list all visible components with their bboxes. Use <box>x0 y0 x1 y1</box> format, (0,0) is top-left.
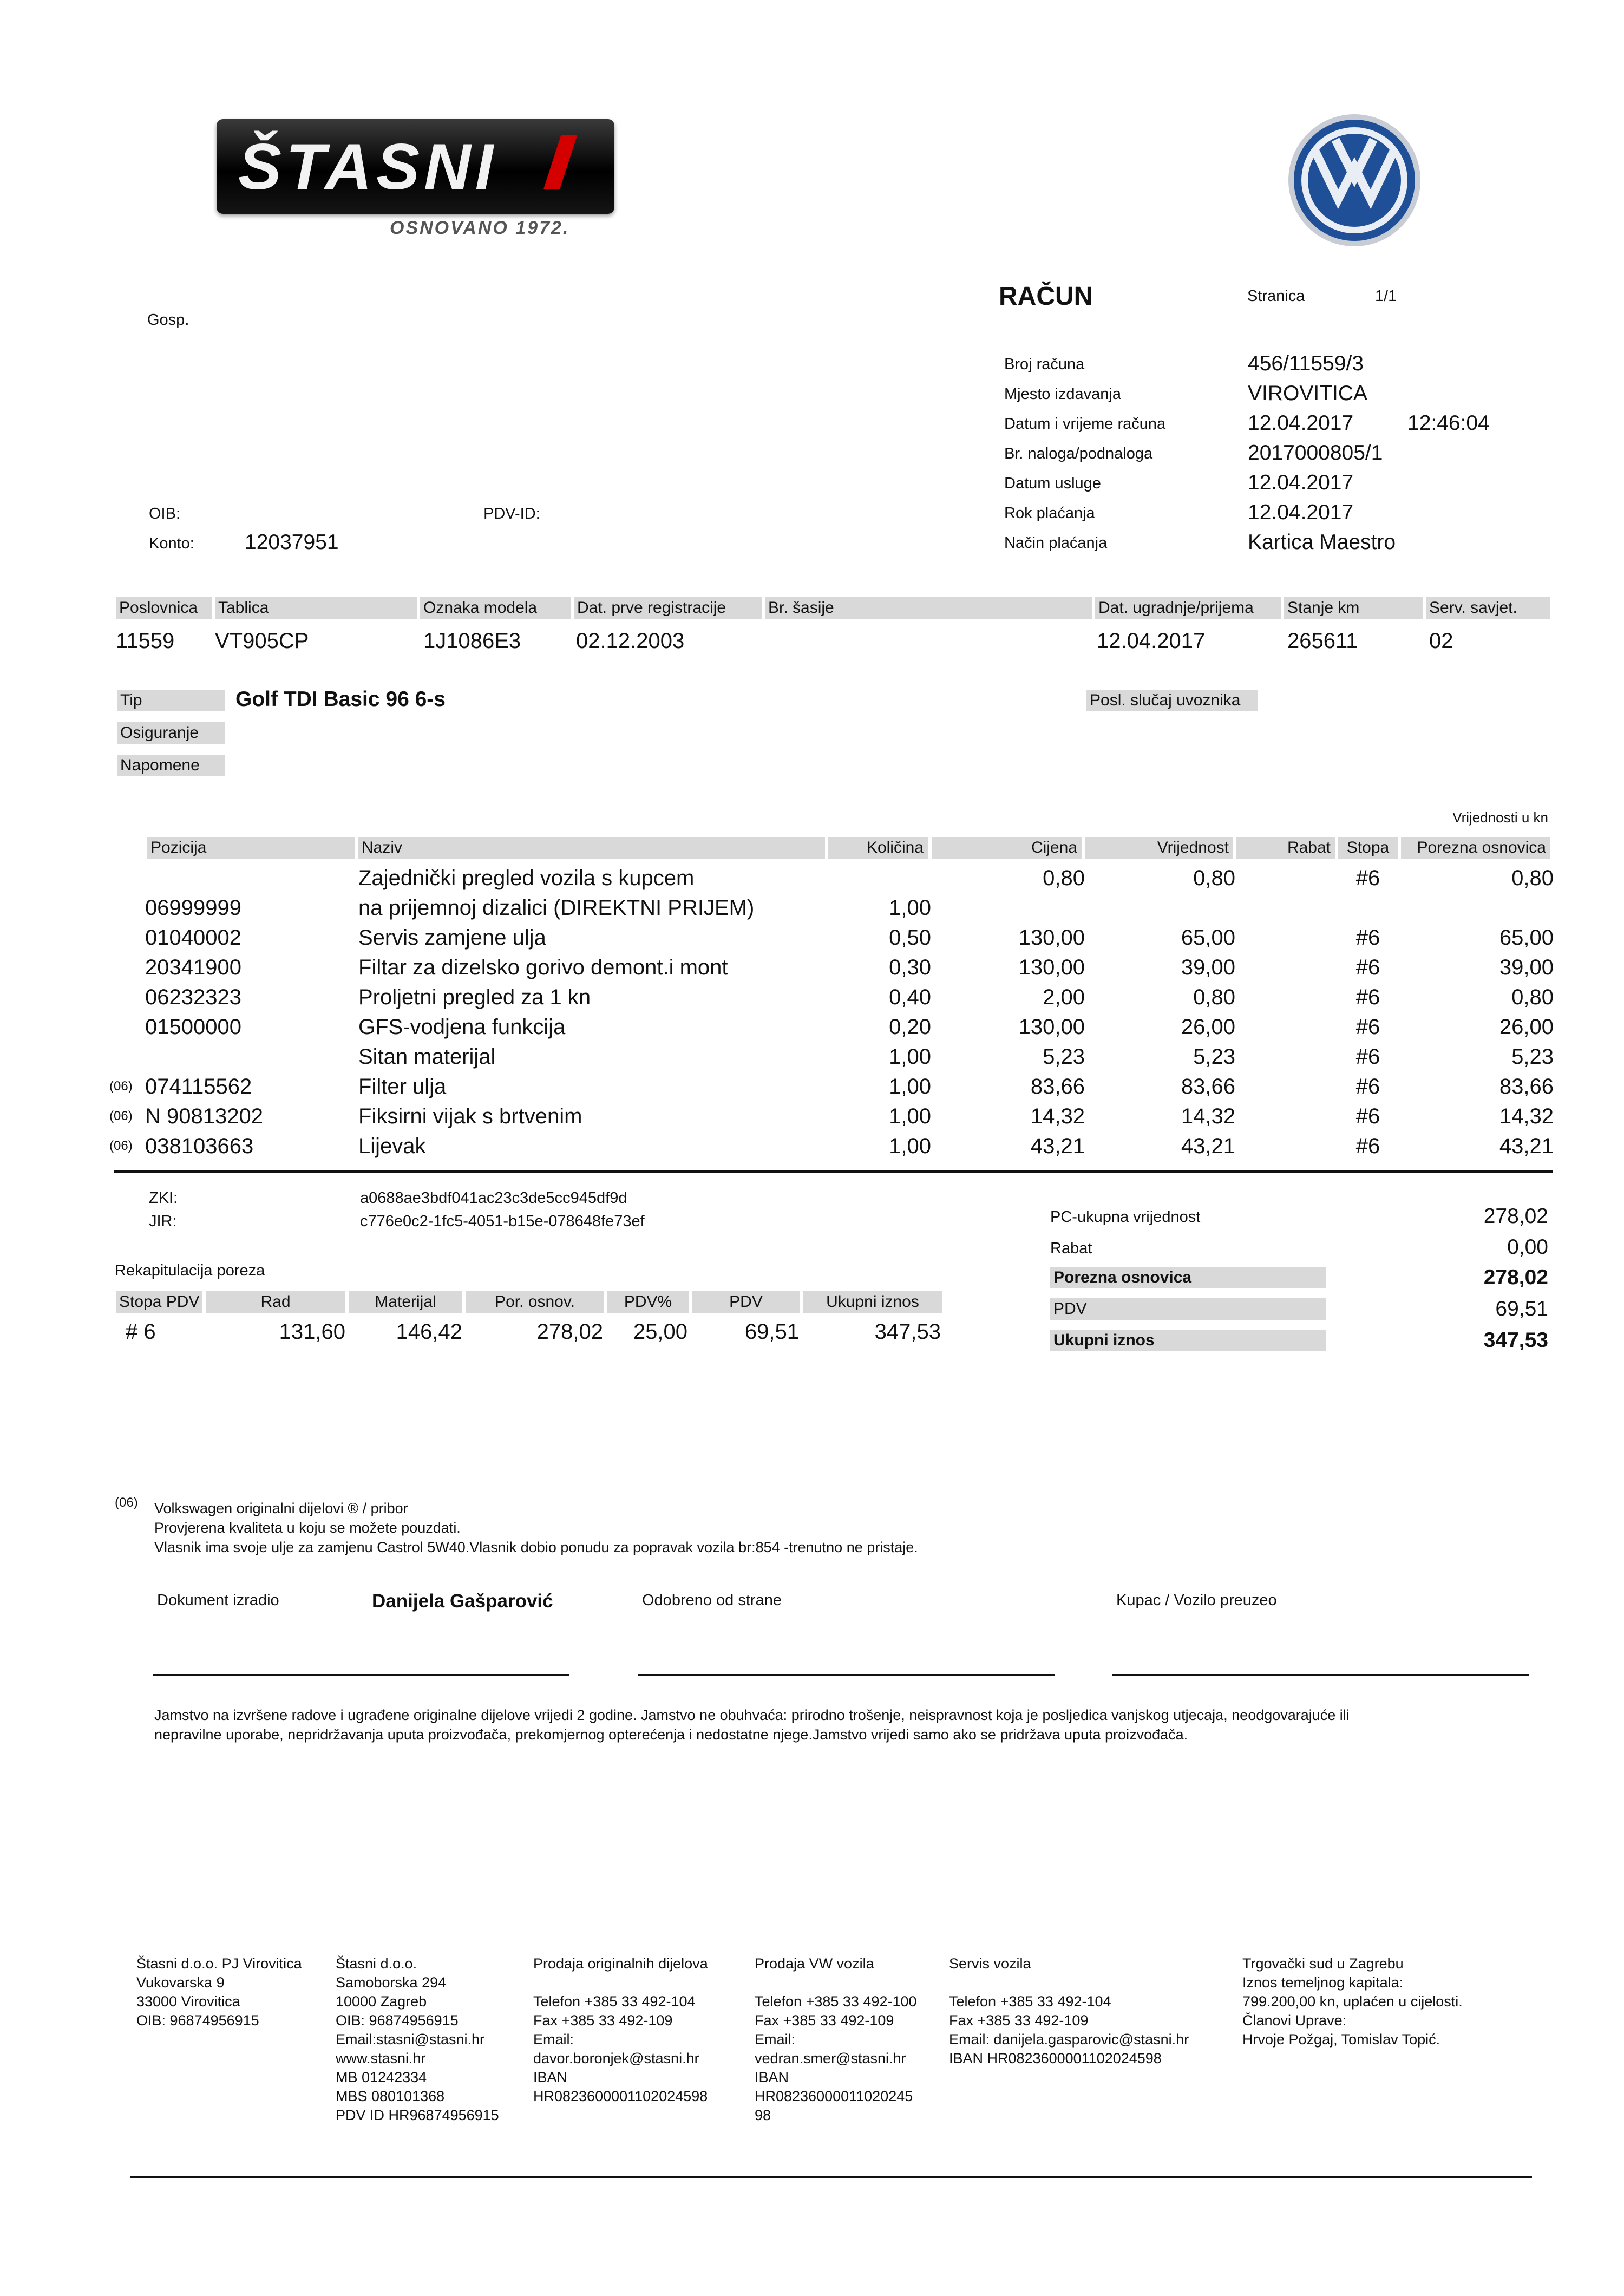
tax-value: 278,02 <box>536 1320 603 1344</box>
warranty-line: nepravilne uporabe, nepridržavanja uputa proizvođača, prekomjernog opterećenja i nedostatne njege.Jamstvo vrijedi samo ako se pridržava uputa proizvođača. <box>154 1726 1188 1743</box>
total-value: 278,02 <box>1483 1266 1548 1289</box>
created-by-label: Dokument izradio <box>157 1592 279 1609</box>
invoice-info-value: VIROVITICA <box>1248 382 1368 405</box>
total-value: 0,00 <box>1507 1235 1548 1259</box>
footer-line: Štasni d.o.o. PJ Virovitica <box>136 1955 302 1972</box>
total-label: Ukupni iznos <box>1050 1330 1326 1351</box>
vehicle-value: 02 <box>1429 629 1453 653</box>
footer-line: IBAN <box>533 2069 568 2085</box>
items-header: Porezna osnovica <box>1401 837 1550 859</box>
total-label: Rabat <box>1050 1240 1092 1257</box>
tax-value: 69,51 <box>744 1320 799 1344</box>
item-stopa: #6 <box>1355 1104 1380 1128</box>
item-price: 0,80 <box>1043 866 1085 890</box>
footer-line: 33000 Virovitica <box>136 1993 240 2010</box>
page-value: 1/1 <box>1375 287 1397 305</box>
total-label: PC-ukupna vrijednost <box>1050 1208 1201 1226</box>
footer-line: Hrvoje Požgaj, Tomislav Topić. <box>1242 2031 1440 2048</box>
footer-line: Email:stasni@stasni.hr <box>336 2031 484 2048</box>
footer-line: Samoborska 294 <box>336 1974 447 1991</box>
item-tag: (06) <box>109 1079 133 1094</box>
vehicle-header: Dat. prve registracije <box>574 597 762 619</box>
logo-brand: ŠTASNI <box>238 130 498 203</box>
item-base: 83,66 <box>1499 1075 1554 1098</box>
item-name: na prijemnoj dizalici (DIREKTNI PRIJEM) <box>358 896 755 920</box>
footer-line: Fax +385 33 492-109 <box>755 2012 894 2029</box>
item-base: 14,32 <box>1499 1104 1554 1128</box>
item-pos: 06232323 <box>145 985 241 1009</box>
invoice-info-label: Datum i vrijeme računa <box>1004 415 1166 433</box>
notes <box>154 1499 918 1557</box>
vehicle-value: VT905CP <box>215 629 309 653</box>
footer-line: 98 <box>755 2107 771 2123</box>
items-table-divider <box>114 1170 1553 1173</box>
footer-line: Email: <box>533 2031 574 2048</box>
footer-column <box>136 1954 302 2030</box>
konto-value: 12037951 <box>245 531 339 554</box>
item-stopa: #6 <box>1355 1134 1380 1158</box>
tax-value: 131,60 <box>279 1320 345 1344</box>
footer-line: Vukovarska 9 <box>136 1974 225 1991</box>
vehicle-header: Dat. ugradnje/prijema <box>1095 597 1281 619</box>
pdv-id-label: PDV-ID: <box>483 505 540 522</box>
footer-line: IBAN <box>755 2069 789 2085</box>
logo-tagline: OSNOVANO 1972. <box>390 218 570 238</box>
items-header: Rabat <box>1236 837 1335 859</box>
vehicle-value: 12.04.2017 <box>1097 629 1206 653</box>
item-name: Zajednički pregled vozila s kupcem <box>358 866 695 890</box>
invoice-info-label: Datum usluge <box>1004 475 1101 492</box>
item-name: Servis zamjene ulja <box>358 926 546 950</box>
item-value: 5,23 <box>1193 1045 1235 1069</box>
invoice-info-value: 12.04.2017 <box>1248 411 1354 435</box>
items-header: Količina <box>828 837 928 859</box>
vehicle-value: 1J1086E3 <box>423 629 521 653</box>
footer-line: Iznos temeljnog kapitala: <box>1242 1974 1404 1991</box>
item-tag: (06) <box>109 1139 133 1153</box>
tax-value: 347,53 <box>874 1320 941 1344</box>
stasni-logo <box>217 119 614 214</box>
tax-header: Rad <box>206 1291 345 1313</box>
item-stopa: #6 <box>1355 866 1380 890</box>
total-value: 347,53 <box>1483 1329 1548 1352</box>
footer-line: HR0823600001102024598 <box>533 2088 708 2104</box>
tax-header: Por. osnov. <box>466 1291 604 1313</box>
footer-line <box>533 1973 708 1992</box>
footer-line: Prodaja VW vozila <box>755 1955 874 1972</box>
item-qty: 1,00 <box>889 1134 931 1158</box>
item-price: 2,00 <box>1043 985 1085 1009</box>
jir-value: c776e0c2-1fc5-4051-b15e-078648fe73ef <box>360 1213 645 1230</box>
item-value: 26,00 <box>1181 1015 1235 1039</box>
tax-header: Materijal <box>349 1291 462 1313</box>
items-header: Vrijednost <box>1085 837 1233 859</box>
approved-by-label: Odobreno od strane <box>642 1592 782 1609</box>
item-value: 0,80 <box>1193 866 1235 890</box>
footer-column <box>949 1954 1189 2068</box>
invoice-info-value: 2017000805/1 <box>1248 441 1383 465</box>
footer-line: Fax +385 33 492-109 <box>949 2012 1089 2029</box>
footer-line: Telefon +385 33 492-104 <box>949 1993 1111 2010</box>
tax-recap-title: Rekapitulacija poreza <box>115 1262 265 1279</box>
vehicle-value: 265611 <box>1287 629 1358 653</box>
item-qty: 0,50 <box>889 926 931 950</box>
oib-label: OIB: <box>149 505 181 522</box>
invoice-info-label: Mjesto izdavanja <box>1004 385 1121 403</box>
tax-value: 25,00 <box>633 1320 687 1344</box>
signature-line-approved <box>638 1674 1055 1676</box>
vehicle-header: Tablica <box>215 597 417 619</box>
vehicle-header: Stanje km <box>1284 597 1423 619</box>
footer-line: davor.boronjek@stasni.hr <box>533 2050 699 2066</box>
item-pos: 074115562 <box>145 1075 252 1098</box>
zki-label: ZKI: <box>149 1189 178 1207</box>
item-base: 0,80 <box>1511 866 1554 890</box>
items-header: Cijena <box>932 837 1082 859</box>
warranty-line: Jamstvo na izvršene radove i ugrađene originalne dijelove vrijedi 2 godine. Jamstvo ne obuhvaća: prirodno trošenje, neispravnost koja je posljedica vanjskog utjecaja, neodgovarajuće ili <box>154 1707 1350 1723</box>
item-qty: 0,40 <box>889 985 931 1009</box>
footer-line: Telefon +385 33 492-104 <box>533 1993 696 2010</box>
item-value: 83,66 <box>1181 1075 1235 1098</box>
napomene-label: Napomene <box>117 755 225 776</box>
item-price: 14,32 <box>1030 1104 1085 1128</box>
item-price: 130,00 <box>1018 926 1085 950</box>
footer-line: MB 01242334 <box>336 2069 427 2085</box>
total-value: 278,02 <box>1483 1205 1548 1228</box>
invoice-info-label: Način plaćanja <box>1004 534 1108 552</box>
footer-line: Telefon +385 33 492-100 <box>755 1993 917 2010</box>
footer-line: Email: danijela.gasparovic@stasni.hr <box>949 2031 1189 2048</box>
note-line: Vlasnik ima svoje ulje za zamjenu Castrol 5W40.Vlasnik dobio ponudu za popravak vozila br:854 -trenutno ne pristaje. <box>154 1539 918 1555</box>
item-qty: 1,00 <box>889 896 931 920</box>
note-line: Provjerena kvaliteta u koju se možete pouzdati. <box>154 1520 461 1536</box>
item-stopa: #6 <box>1355 985 1380 1009</box>
item-pos: 01500000 <box>145 1015 241 1039</box>
invoice-info-label: Br. naloga/podnaloga <box>1004 445 1153 462</box>
document-title: RAČUN <box>999 282 1093 311</box>
tip-label: Tip <box>117 690 225 711</box>
footer-line: Članovi Uprave: <box>1242 2012 1347 2029</box>
items-header: Stopa <box>1338 837 1398 859</box>
vehicle-header: Poslovnica <box>116 597 212 619</box>
item-value: 14,32 <box>1181 1104 1235 1128</box>
item-base: 43,21 <box>1499 1134 1554 1158</box>
footer-line: Fax +385 33 492-109 <box>533 2012 673 2029</box>
item-qty: 1,00 <box>889 1045 931 1069</box>
item-stopa: #6 <box>1355 926 1380 950</box>
item-stopa: #6 <box>1355 956 1380 979</box>
item-price: 83,66 <box>1030 1075 1085 1098</box>
vehicle-value: 02.12.2003 <box>576 629 685 653</box>
item-pos: 06999999 <box>145 896 241 920</box>
item-qty: 0,20 <box>889 1015 931 1039</box>
footer-divider <box>130 2176 1532 2178</box>
footer-column <box>1242 1954 1463 2049</box>
item-stopa: #6 <box>1355 1045 1380 1069</box>
invoice-info-value: 12.04.2017 <box>1248 471 1354 494</box>
tax-value: # 6 <box>126 1320 156 1344</box>
tax-value: 146,42 <box>396 1320 462 1344</box>
posl-slucaj-label: Posl. slučaj uvoznika <box>1086 690 1258 711</box>
items-header: Pozicija <box>147 837 355 859</box>
invoice-info-label: Rok plaćanja <box>1004 505 1095 522</box>
item-name: Lijevak <box>358 1134 426 1158</box>
zki-value: a0688ae3bdf041ac23c3de5cc945df9d <box>360 1189 627 1207</box>
created-by-name: Danijela Gašparović <box>372 1591 553 1612</box>
invoice-info-label: Broj računa <box>1004 356 1085 373</box>
item-price: 130,00 <box>1018 1015 1085 1039</box>
footer-line: HR08236000011020245 <box>755 2088 913 2104</box>
invoice-time: 12:46:04 <box>1407 411 1490 435</box>
footer-line: PDV ID HR96874956915 <box>336 2107 499 2123</box>
item-name: Sitan materijal <box>358 1045 496 1069</box>
footer-line: Servis vozila <box>949 1955 1031 1972</box>
currency-note: Vrijednosti u kn <box>1452 809 1548 826</box>
item-value: 43,21 <box>1181 1134 1235 1158</box>
vehicle-header: Br. šasije <box>765 597 1092 619</box>
vehicle-header: Serv. savjet. <box>1426 597 1550 619</box>
footer-line: IBAN HR0823600001102024598 <box>949 2050 1162 2066</box>
footer-line: 10000 Zagreb <box>336 1993 427 2010</box>
item-value: 39,00 <box>1181 956 1235 979</box>
total-label: Porezna osnovica <box>1050 1267 1326 1288</box>
page-label: Stranica <box>1247 287 1305 305</box>
vw-logo <box>1287 113 1422 248</box>
item-name: Filtar za dizelsko gorivo demont.i mont <box>358 956 728 979</box>
item-base: 39,00 <box>1499 956 1554 979</box>
tax-header: Ukupni iznos <box>803 1291 942 1313</box>
osiguranje-label: Osiguranje <box>117 722 225 744</box>
item-qty: 1,00 <box>889 1075 931 1098</box>
item-tag: (06) <box>109 1109 133 1123</box>
footer-column <box>336 1954 499 2125</box>
signature-line-created <box>153 1674 569 1676</box>
item-base: 0,80 <box>1511 985 1554 1009</box>
customer-label: Kupac / Vozilo preuzeo <box>1116 1592 1277 1609</box>
footer-line: 799.200,00 kn, uplaćen u cijelosti. <box>1242 1993 1463 2010</box>
footer-column <box>755 1954 917 2125</box>
item-name: Fiksirni vijak s brtvenim <box>358 1104 582 1128</box>
footer-line <box>949 1973 1189 1992</box>
customer-salutation: Gosp. <box>147 311 189 329</box>
invoice-info-value: 12.04.2017 <box>1248 501 1354 524</box>
item-stopa: #6 <box>1355 1075 1380 1098</box>
note-line: Volkswagen originalni dijelovi ® / pribor <box>154 1500 408 1516</box>
item-name: GFS-vodjena funkcija <box>358 1015 566 1039</box>
tax-header: Stopa PDV <box>116 1291 202 1313</box>
warranty-text <box>154 1705 1350 1744</box>
footer-line: MBS 080101368 <box>336 2088 445 2104</box>
tip-value: Golf TDI Basic 96 6-s <box>235 688 446 711</box>
footer-line: Prodaja originalnih dijelova <box>533 1955 708 1972</box>
item-value: 65,00 <box>1181 926 1235 950</box>
footer-line: www.stasni.hr <box>336 2050 426 2066</box>
footer-line: vedran.smer@stasni.hr <box>755 2050 906 2066</box>
footer-line: Email: <box>755 2031 796 2048</box>
item-pos: N 90813202 <box>145 1104 263 1128</box>
item-pos: 01040002 <box>145 926 241 950</box>
signature-line-customer <box>1112 1674 1529 1676</box>
item-name: Filter ulja <box>358 1075 447 1098</box>
konto-label: Konto: <box>149 535 194 552</box>
item-price: 43,21 <box>1030 1134 1085 1158</box>
vehicle-header: Oznaka modela <box>420 597 571 619</box>
item-qty: 1,00 <box>889 1104 931 1128</box>
notes-tag: (06) <box>115 1495 138 1510</box>
footer-line: OIB: 96874956915 <box>336 2012 459 2029</box>
item-base: 65,00 <box>1499 926 1554 950</box>
item-name: Proljetni pregled za 1 kn <box>358 985 591 1009</box>
footer-line: Štasni d.o.o. <box>336 1955 417 1972</box>
total-label: PDV <box>1050 1298 1326 1320</box>
invoice-info-value: Kartica Maestro <box>1248 531 1396 554</box>
tax-header: PDV% <box>607 1291 689 1313</box>
footer-line: OIB: 96874956915 <box>136 2012 259 2029</box>
items-header: Naziv <box>358 837 825 859</box>
item-base: 26,00 <box>1499 1015 1554 1039</box>
footer-line <box>755 1973 917 1992</box>
item-value: 0,80 <box>1193 985 1235 1009</box>
footer-column <box>533 1954 708 2106</box>
item-pos: 038103663 <box>145 1134 254 1158</box>
item-price: 130,00 <box>1018 956 1085 979</box>
item-qty: 0,30 <box>889 956 931 979</box>
vehicle-value: 11559 <box>116 629 175 653</box>
jir-label: JIR: <box>149 1213 177 1230</box>
item-base: 5,23 <box>1511 1045 1554 1069</box>
invoice-info-value: 456/11559/3 <box>1248 352 1364 375</box>
tax-header: PDV <box>692 1291 800 1313</box>
total-value: 69,51 <box>1495 1297 1548 1320</box>
item-stopa: #6 <box>1355 1015 1380 1039</box>
item-price: 5,23 <box>1043 1045 1085 1069</box>
item-pos: 20341900 <box>145 956 241 979</box>
footer-line: Trgovački sud u Zagrebu <box>1242 1955 1404 1972</box>
